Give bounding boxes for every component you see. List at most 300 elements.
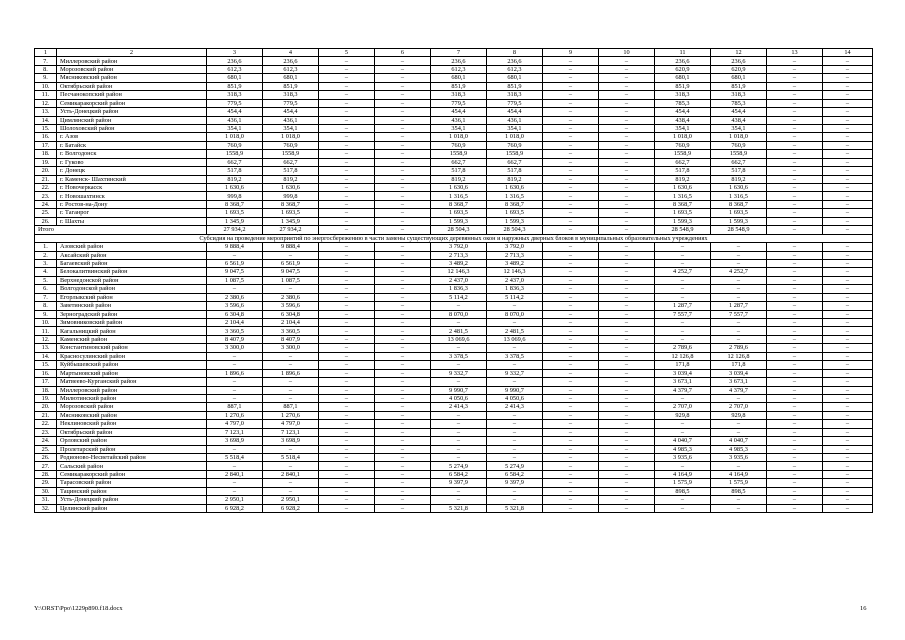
value-cell: 354,1 <box>711 124 767 132</box>
value-cell: 1558,9 <box>207 150 263 158</box>
value-cell: – <box>319 319 375 327</box>
value-cell: – <box>767 302 823 310</box>
value-cell: – <box>375 276 431 284</box>
value-cell: 680,1 <box>207 74 263 82</box>
value-cell: – <box>711 335 767 343</box>
value-cell: – <box>823 175 873 183</box>
value-cell: – <box>319 175 375 183</box>
value-cell: 1 693,5 <box>431 209 487 217</box>
value-cell: 8 368,7 <box>263 200 319 208</box>
column-header-10: 10 <box>599 49 655 57</box>
district-name-cell: Усть-Донецкий район <box>57 108 207 116</box>
district-name-cell: Красносулинский район <box>57 352 207 360</box>
value-cell: – <box>543 335 599 343</box>
column-header-9: 9 <box>543 49 599 57</box>
value-cell: 7 123,1 <box>263 428 319 436</box>
value-cell: – <box>487 437 543 445</box>
value-cell: 1 693,5 <box>263 209 319 217</box>
table-row <box>35 352 873 360</box>
value-cell: 620,9 <box>711 65 767 73</box>
value-cell: – <box>767 91 823 99</box>
value-cell: – <box>319 403 375 411</box>
table-row <box>35 285 873 293</box>
value-cell: 454,4 <box>207 108 263 116</box>
value-cell: – <box>543 454 599 462</box>
value-cell: – <box>207 378 263 386</box>
value-cell: 3 673,1 <box>711 378 767 386</box>
value-cell: 517,8 <box>655 167 711 175</box>
table-row <box>35 479 873 487</box>
value-cell: – <box>543 420 599 428</box>
value-cell: – <box>263 462 319 470</box>
district-name-cell: Зерноградский район <box>57 310 207 318</box>
value-cell: – <box>543 479 599 487</box>
value-cell: – <box>263 394 319 402</box>
value-cell: 2 481,5 <box>431 327 487 335</box>
value-cell: – <box>767 479 823 487</box>
value-cell: – <box>823 99 873 107</box>
value-cell: 3 360,5 <box>207 327 263 335</box>
value-cell: – <box>487 487 543 495</box>
value-cell: 9 047,5 <box>263 268 319 276</box>
table-row <box>35 428 873 436</box>
value-cell: – <box>543 470 599 478</box>
row-number-cell: 27. <box>35 462 57 470</box>
value-cell: – <box>655 420 711 428</box>
table-row <box>35 217 873 225</box>
value-cell: 2 789,6 <box>711 344 767 352</box>
value-cell: – <box>823 209 873 217</box>
value-cell: – <box>823 327 873 335</box>
value-cell: 760,9 <box>263 141 319 149</box>
value-cell: – <box>543 302 599 310</box>
value-cell: 517,8 <box>431 167 487 175</box>
value-cell: – <box>823 65 873 73</box>
value-cell: 6 304,8 <box>263 310 319 318</box>
table-row <box>35 200 873 208</box>
row-number-cell: 26. <box>35 217 57 225</box>
value-cell: – <box>823 82 873 90</box>
value-cell: 9 888,4 <box>207 243 263 251</box>
table-row <box>35 57 873 65</box>
value-cell: – <box>711 327 767 335</box>
value-cell: 4 797,0 <box>263 420 319 428</box>
value-cell: 3 673,1 <box>655 378 711 386</box>
value-cell: – <box>375 57 431 65</box>
row-number-cell: 13. <box>35 344 57 352</box>
value-cell: – <box>767 411 823 419</box>
value-cell: 3 935,6 <box>711 454 767 462</box>
value-cell: – <box>375 82 431 90</box>
value-cell: – <box>375 403 431 411</box>
table-row <box>35 411 873 419</box>
value-cell: – <box>599 150 655 158</box>
column-header-4: 4 <box>263 49 319 57</box>
row-number-cell: 17. <box>35 378 57 386</box>
value-cell: – <box>599 57 655 65</box>
value-cell: 1 599,3 <box>487 217 543 225</box>
value-cell: – <box>823 487 873 495</box>
value-cell: – <box>319 411 375 419</box>
value-cell: 318,3 <box>263 91 319 99</box>
value-cell: – <box>599 344 655 352</box>
value-cell: – <box>599 504 655 512</box>
value-cell: – <box>375 200 431 208</box>
value-cell: – <box>543 57 599 65</box>
value-cell: 662,7 <box>711 158 767 166</box>
value-cell: – <box>543 403 599 411</box>
district-name-cell: Семикаракорский район <box>57 99 207 107</box>
value-cell: 517,8 <box>711 167 767 175</box>
value-cell: – <box>319 369 375 377</box>
district-name-cell: Азовский район <box>57 243 207 251</box>
value-cell: – <box>767 386 823 394</box>
value-cell: – <box>599 82 655 90</box>
value-cell: – <box>599 116 655 124</box>
value-cell: – <box>375 74 431 82</box>
value-cell: 4 797,0 <box>207 420 263 428</box>
value-cell: – <box>543 293 599 301</box>
district-name-cell: Белокалитвинский район <box>57 268 207 276</box>
value-cell: 517,8 <box>263 167 319 175</box>
district-name-cell: Волгодонской район <box>57 285 207 293</box>
value-cell: 3 698,9 <box>263 437 319 445</box>
value-cell: 438,4 <box>711 116 767 124</box>
value-cell: 436,1 <box>207 116 263 124</box>
value-cell: – <box>823 420 873 428</box>
value-cell: – <box>207 251 263 259</box>
value-cell: – <box>767 65 823 73</box>
district-name-cell: Цимлянский район <box>57 116 207 124</box>
table-row <box>35 361 873 369</box>
table-row <box>35 420 873 428</box>
value-cell: – <box>319 74 375 82</box>
value-cell: – <box>543 150 599 158</box>
value-cell: – <box>655 504 711 512</box>
district-name-cell: Октябрьский район <box>57 428 207 436</box>
value-cell: 1 018,0 <box>487 133 543 141</box>
row-number-cell: 6. <box>35 285 57 293</box>
value-cell: 318,3 <box>431 91 487 99</box>
column-header-7: 7 <box>431 49 487 57</box>
value-cell: – <box>599 293 655 301</box>
value-cell: – <box>823 394 873 402</box>
row-number-cell: 19. <box>35 394 57 402</box>
value-cell: 2 707,0 <box>655 403 711 411</box>
value-cell: – <box>767 445 823 453</box>
row-number-cell: 19. <box>35 158 57 166</box>
value-cell: – <box>823 386 873 394</box>
value-cell: 3 300,0 <box>207 344 263 352</box>
value-cell: 236,6 <box>487 57 543 65</box>
value-cell: 5 274,9 <box>487 462 543 470</box>
value-cell: 8 407,9 <box>207 335 263 343</box>
value-cell: 2 437,0 <box>487 276 543 284</box>
value-cell: – <box>767 192 823 200</box>
value-cell: – <box>823 403 873 411</box>
value-cell: – <box>599 470 655 478</box>
value-cell: – <box>319 150 375 158</box>
value-cell: – <box>599 209 655 217</box>
value-cell: – <box>543 276 599 284</box>
value-cell: – <box>823 344 873 352</box>
table-row <box>35 445 873 453</box>
subsidy-table <box>34 48 873 513</box>
value-cell: – <box>599 74 655 82</box>
value-cell: 3 596,6 <box>207 302 263 310</box>
value-cell: 4 985,3 <box>655 445 711 453</box>
value-cell: – <box>543 65 599 73</box>
row-number-cell: 25. <box>35 209 57 217</box>
value-cell: 236,6 <box>263 57 319 65</box>
value-cell: – <box>375 243 431 251</box>
table-row <box>35 167 873 175</box>
value-cell: 3 698,9 <box>207 437 263 445</box>
value-cell: 4 164,9 <box>655 470 711 478</box>
district-name-cell: г. Ростов-на-Дону <box>57 200 207 208</box>
value-cell: – <box>823 184 873 192</box>
district-name-cell: Константиновский район <box>57 344 207 352</box>
value-cell: – <box>767 462 823 470</box>
value-cell: – <box>599 124 655 132</box>
value-cell: – <box>375 310 431 318</box>
value-cell: 662,7 <box>263 158 319 166</box>
value-cell: – <box>823 167 873 175</box>
value-cell: – <box>375 99 431 107</box>
value-cell: – <box>767 487 823 495</box>
value-cell: – <box>375 352 431 360</box>
value-cell: 12 126,8 <box>711 352 767 360</box>
value-cell: – <box>431 361 487 369</box>
district-name-cell: Каменский район <box>57 335 207 343</box>
value-cell: – <box>543 285 599 293</box>
value-cell: 785,3 <box>711 99 767 107</box>
row-number-cell: 22. <box>35 420 57 428</box>
value-cell: – <box>543 74 599 82</box>
value-cell: – <box>431 496 487 504</box>
value-cell: – <box>543 369 599 377</box>
district-name-cell: Неклиновский район <box>57 420 207 428</box>
district-name-cell: г. Новошахтинск <box>57 192 207 200</box>
district-name-cell: Тарасовский район <box>57 479 207 487</box>
value-cell: – <box>767 133 823 141</box>
value-cell: – <box>599 420 655 428</box>
value-cell: – <box>599 259 655 267</box>
value-cell: – <box>319 394 375 402</box>
value-cell: 454,4 <box>655 108 711 116</box>
district-name-cell: г. Батайск <box>57 141 207 149</box>
value-cell: – <box>319 124 375 132</box>
value-cell: – <box>375 378 431 386</box>
value-cell: – <box>711 276 767 284</box>
value-cell: 517,8 <box>207 167 263 175</box>
value-cell: – <box>543 243 599 251</box>
value-cell: – <box>375 65 431 73</box>
value-cell: 2 481,5 <box>487 327 543 335</box>
value-cell: – <box>207 479 263 487</box>
value-cell: – <box>767 293 823 301</box>
value-cell: 9 888,4 <box>263 243 319 251</box>
table-row <box>35 487 873 495</box>
value-cell: 236,6 <box>711 57 767 65</box>
row-number-cell: 18. <box>35 386 57 394</box>
total-value-cell: 28 504,3 <box>431 226 487 234</box>
value-cell: – <box>375 496 431 504</box>
value-cell: 2 950,1 <box>263 496 319 504</box>
value-cell: – <box>823 479 873 487</box>
value-cell: – <box>375 116 431 124</box>
value-cell: – <box>319 437 375 445</box>
value-cell: – <box>767 141 823 149</box>
value-cell: – <box>823 293 873 301</box>
value-cell: 6 304,8 <box>207 310 263 318</box>
district-name-cell: Мясниковский район <box>57 74 207 82</box>
value-cell: 760,9 <box>207 141 263 149</box>
value-cell: 12 146,3 <box>431 268 487 276</box>
value-cell: 3 792,0 <box>431 243 487 251</box>
value-cell: – <box>543 268 599 276</box>
value-cell: – <box>599 184 655 192</box>
row-number-cell: 13. <box>35 108 57 116</box>
value-cell: – <box>599 352 655 360</box>
value-cell: – <box>543 310 599 318</box>
total-value-cell: 27 934,2 <box>207 226 263 234</box>
value-cell: – <box>543 378 599 386</box>
value-cell: 13 069,6 <box>487 335 543 343</box>
value-cell: 6 584,2 <box>487 470 543 478</box>
value-cell: 819,2 <box>487 175 543 183</box>
page-number: 16 <box>860 605 867 612</box>
value-cell: – <box>263 251 319 259</box>
district-name-cell: Морозовский район <box>57 65 207 73</box>
column-header-14: 14 <box>823 49 873 57</box>
value-cell: – <box>543 116 599 124</box>
value-cell: – <box>599 319 655 327</box>
value-cell: – <box>599 479 655 487</box>
value-cell: – <box>823 158 873 166</box>
row-number-cell: 10. <box>35 82 57 90</box>
value-cell: 1 018,0 <box>207 133 263 141</box>
district-name-cell: Целинский район <box>57 504 207 512</box>
value-cell: 2 437,0 <box>431 276 487 284</box>
value-cell: 9 397,9 <box>431 479 487 487</box>
value-cell: 517,8 <box>487 167 543 175</box>
value-cell: – <box>767 82 823 90</box>
total-value-cell: – <box>823 226 873 234</box>
value-cell: – <box>543 437 599 445</box>
value-cell: – <box>767 209 823 217</box>
row-number-cell: 8. <box>35 302 57 310</box>
row-number-cell: 31. <box>35 496 57 504</box>
table-row <box>35 141 873 149</box>
value-cell: 680,1 <box>263 74 319 82</box>
row-number-cell: 24. <box>35 437 57 445</box>
row-number-cell: 21. <box>35 175 57 183</box>
value-cell: 1 087,5 <box>207 276 263 284</box>
value-cell: 4 040,7 <box>711 437 767 445</box>
value-cell: – <box>767 158 823 166</box>
value-cell: 760,9 <box>431 141 487 149</box>
value-cell: 3 596,6 <box>263 302 319 310</box>
table-row <box>35 74 873 82</box>
value-cell: 612,3 <box>487 65 543 73</box>
value-cell: 1 896,6 <box>207 369 263 377</box>
value-cell: – <box>207 386 263 394</box>
value-cell: – <box>767 327 823 335</box>
value-cell: – <box>711 428 767 436</box>
value-cell: 1 630,6 <box>655 184 711 192</box>
value-cell: 662,7 <box>655 158 711 166</box>
value-cell: – <box>431 437 487 445</box>
table-row <box>35 319 873 327</box>
value-cell: – <box>823 319 873 327</box>
value-cell: – <box>431 378 487 386</box>
value-cell: – <box>207 361 263 369</box>
value-cell: 9 332,7 <box>487 369 543 377</box>
value-cell: – <box>823 217 873 225</box>
value-cell: 662,7 <box>431 158 487 166</box>
value-cell: 779,5 <box>263 99 319 107</box>
table-row <box>35 386 873 394</box>
value-cell: – <box>767 361 823 369</box>
district-name-cell: Орловский район <box>57 437 207 445</box>
row-number-cell: 4. <box>35 268 57 276</box>
district-name-cell: Миллеровский район <box>57 386 207 394</box>
value-cell: – <box>711 243 767 251</box>
value-cell: – <box>823 150 873 158</box>
value-cell: 680,1 <box>711 74 767 82</box>
value-cell: 1 287,7 <box>655 302 711 310</box>
value-cell: 4 040,7 <box>655 437 711 445</box>
value-cell: – <box>543 217 599 225</box>
value-cell: 887,1 <box>263 403 319 411</box>
value-cell: – <box>319 327 375 335</box>
value-cell: 7 557,7 <box>711 310 767 318</box>
value-cell: – <box>319 99 375 107</box>
value-cell: 779,5 <box>487 99 543 107</box>
district-name-cell: Морозовский район <box>57 403 207 411</box>
value-cell: – <box>487 302 543 310</box>
district-name-cell: Верхнедонской район <box>57 276 207 284</box>
table-row <box>35 175 873 183</box>
table-row <box>35 344 873 352</box>
value-cell: – <box>823 57 873 65</box>
value-cell: 4 985,3 <box>711 445 767 453</box>
value-cell: – <box>319 361 375 369</box>
value-cell: 354,1 <box>487 124 543 132</box>
value-cell: 9 990,7 <box>431 386 487 394</box>
value-cell: – <box>319 504 375 512</box>
section-title: Субсидия на проведение мероприятий по энергосбережению в части замены существующих деревянных окон и наружных дверных блоков в муниципальных образовательных учреждениях <box>35 234 873 242</box>
value-cell: 851,9 <box>263 82 319 90</box>
value-cell: – <box>319 487 375 495</box>
row-number-cell: 14. <box>35 116 57 124</box>
value-cell: – <box>543 428 599 436</box>
value-cell: – <box>319 310 375 318</box>
value-cell: – <box>375 428 431 436</box>
value-cell: – <box>599 133 655 141</box>
value-cell: – <box>823 445 873 453</box>
row-number-cell: 22. <box>35 184 57 192</box>
value-cell: – <box>319 158 375 166</box>
value-cell: 436,1 <box>263 116 319 124</box>
value-cell: 8 368,7 <box>487 200 543 208</box>
row-number-cell: 12. <box>35 99 57 107</box>
value-cell: 760,9 <box>711 141 767 149</box>
district-name-cell: Мясниковский район <box>57 411 207 419</box>
value-cell: 760,9 <box>655 141 711 149</box>
value-cell: – <box>599 335 655 343</box>
